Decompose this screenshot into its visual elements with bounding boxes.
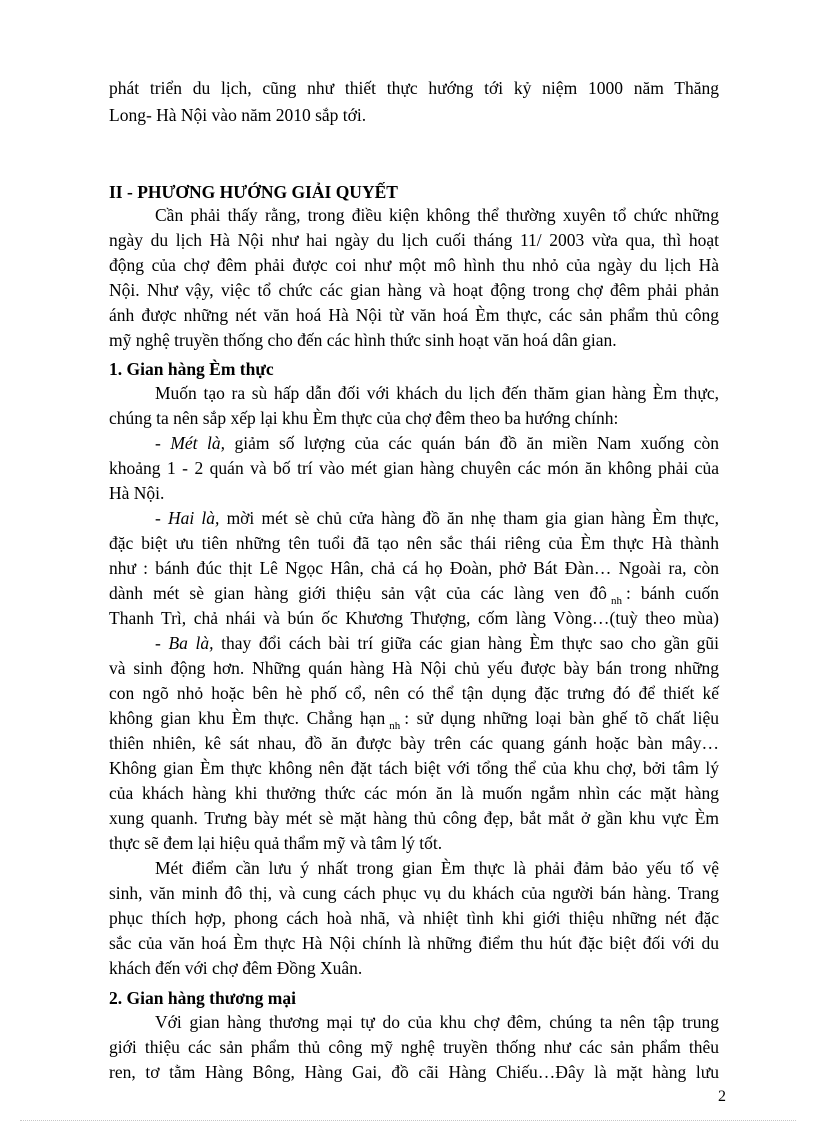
section-2-line-5: ánh được những nét văn hoá Hà Nội từ văn hoá Èm thực, các sản phẩm thủ công xyxy=(109,305,719,325)
food-item-2-text: mời mét sè chủ cửa hàng đồ ăn nhẹ tham gia gian hàng Èm thực, xyxy=(226,508,719,528)
food-item-3-line-6: Không gian Èm thực không nên đặt tách biệt với tổng thể của khu chợ, bởi tâm lý xyxy=(109,758,719,778)
food-item-2-line-1 xyxy=(155,506,719,530)
trade-line-3: ren, tơ tằm Hàng Bông, Hàng Gai, đồ cãi Hàng Chiếu…Đây là mặt hàng lưu xyxy=(109,1062,719,1082)
footer-divider xyxy=(20,1120,796,1121)
food-intro-line-1: Muốn tạo ra sù hấp dẫn đối với khách du lịch đến thăm gian hàng Èm thực, xyxy=(155,383,719,403)
trade-line-2: giới thiệu các sản phẩm thủ công mỹ nghệ truyền thống như các sản phẩm thêu xyxy=(109,1037,719,1057)
food-item-3-line-7: của khách hàng khi thưởng thức các món ăn là muốn ngắm nhìn các mặt hàng xyxy=(109,783,719,803)
food-item-1-lead: - Mét là, xyxy=(155,433,226,453)
trade-line-1: Với gian hàng thương mại tự do của khu chợ đêm, chúng ta nên tập trung xyxy=(155,1012,719,1032)
food-item-3-line-1 xyxy=(155,631,719,655)
food-item-3-line-5: thiên nhiên, kê sát nhau, đồ ăn được bày trên các quang gánh hoặc bàn mây… xyxy=(109,733,719,753)
food-closing-line-1: Mét điểm cần lưu ý nhất trong gian Èm thực là phải đảm bảo yếu tố vệ xyxy=(155,858,719,878)
section-2-line-3: động của chợ đêm phải được coi như một mô hình thu nhỏ của ngày du lịch Hà xyxy=(109,255,719,275)
food-section-heading: 1. Gian hàng Èm thực xyxy=(109,359,274,379)
food-item-3-line-4 xyxy=(109,706,719,733)
food-item-2-line-4b: : bánh cuốn xyxy=(625,583,719,603)
section-2-heading: II - PHƯƠNG HƯỚNG GIẢI QUYẾT xyxy=(109,182,398,202)
food-item-3-line-2: và sinh động hơn. Những quán hàng Hà Nội chủ yếu được bày bán trong những xyxy=(109,658,719,678)
section-2-line-4: Nội. Như vậy, việc tổ chức các gian hàng và hoạt động trong chợ đêm phải phản xyxy=(109,280,719,300)
food-item-3-line-8: xung quanh. Trưng bày mét sè mặt hàng thủ công đẹp, bắt mắt ở gần khu vực Èm xyxy=(109,808,719,828)
food-item-2-line-2: đặc biệt ưu tiên những tên tuổi đã tạo nên sắc thái riêng của Èm thực Hà thành xyxy=(109,533,719,553)
food-item-2-line-3: như : bánh đúc thịt Lê Ngọc Hân, chả cá họ Đoàn, phở Bát Đàn… Ngoài ra, còn xyxy=(109,558,719,578)
food-item-3-line-9: thực sẽ đem lại hiệu quả thẩm mỹ và tâm lý tốt. xyxy=(109,833,443,853)
trade-section-heading: 2. Gian hàng thương mại xyxy=(109,988,296,1008)
section-2-line-6: mỹ nghệ truyền thống cho đến các hình thức sinh hoạt văn hoá dân gian. xyxy=(109,330,617,350)
food-item-1-line-1 xyxy=(155,431,719,455)
food-closing-line-4: sắc của văn hoá Èm thực Hà Nội chính là những điểm thu hút đặc biệt đối với du xyxy=(109,933,719,953)
food-closing-line-2: sinh, văn minh đô thị, và cung cách phục vụ du khách của người bán hàng. Trang xyxy=(109,883,719,903)
intro-line-1: phát triển du lịch, cũng như thiết thực hướng tới kỷ niệm 1000 năm Thăng xyxy=(109,78,719,98)
page-number: 2 xyxy=(718,1088,726,1105)
food-closing-line-3: phục thích hợp, phong cách hoà nhã, và nhiệt tình khi giới thiệu những nét đặc xyxy=(109,908,719,928)
food-item-3-line-3: con ngõ nhỏ hoặc bên hè phố cổ, nên có thể tận dụng đặc trưng đó để thiết kế xyxy=(109,683,719,703)
food-intro-line-2: chúng ta nên sắp xếp lại khu Èm thực của chợ đêm theo ba hướng chính: xyxy=(109,408,619,428)
food-item-2-line-4 xyxy=(109,581,719,608)
food-item-2-line-4a: dành mét sè gian hàng giới thiệu sản vật của các làng ven đô xyxy=(109,583,607,603)
food-item-1-line-2: khoảng 1 - 2 quán và bố trí vào mét gian hàng chuyên các món ăn không phải của xyxy=(109,458,719,478)
food-item-2-line-5: Thanh Trì, chả nhái và bún ốc Khương Thượng, cốm làng Vòng…(tuỳ theo mùa) xyxy=(109,608,719,628)
food-item-1-line-3: Hà Nội. xyxy=(109,483,165,503)
food-item-3-line-4a: không gian khu Èm thực. Chẳng hạn xyxy=(109,708,386,728)
food-item-2-lead: - Hai là, xyxy=(155,508,220,528)
food-item-3-text: thay đổi cách bài trí giữa các gian hàng Èm thực sao cho gần gũi xyxy=(221,633,719,653)
food-item-1-text: giảm số lượng của các quán bán đồ ăn miền Nam xuống còn xyxy=(234,433,719,453)
section-2-line-1: Cần phải thấy rằng, trong điều kiện không thể thường xuyên tổ chức những xyxy=(155,205,719,225)
food-item-3-sub: nh xyxy=(389,720,401,732)
food-item-3-lead: - Ba là, xyxy=(155,633,214,653)
intro-line-2: Long- Hà Nội vào năm 2010 sắp tới. xyxy=(109,105,367,125)
section-2-line-2: ngày du lịch Hà Nội như hai ngày du lịch cuối tháng 11/ 2003 vừa qua, thì hoạt xyxy=(109,230,719,250)
food-closing-line-5: khách đến với chợ đêm Đồng Xuân. xyxy=(109,958,363,978)
food-item-3-line-4b: : sử dụng những loại bàn ghế tõ chất liệu xyxy=(404,708,719,728)
food-item-2-sub: nh xyxy=(610,595,622,607)
